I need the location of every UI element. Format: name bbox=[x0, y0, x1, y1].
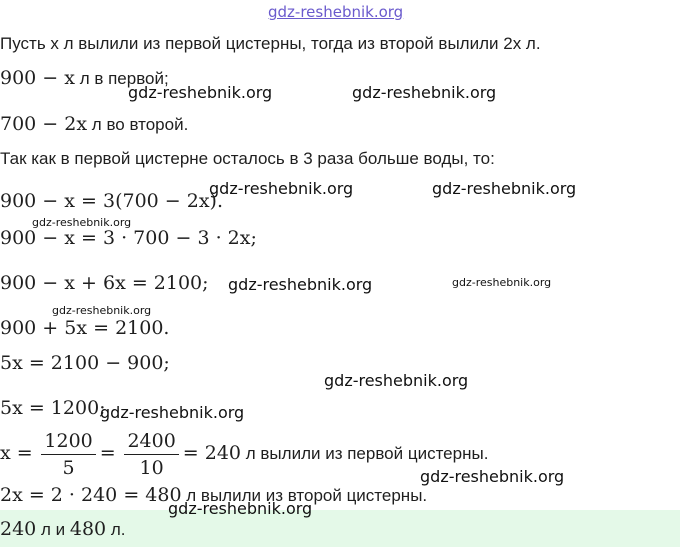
equation-3: 900 − x + 6x = 2100; bbox=[0, 272, 209, 294]
watermark: gdz-reshebnik.org bbox=[432, 179, 577, 198]
equation-8 bbox=[0, 484, 427, 506]
answer-value-1: 240 bbox=[0, 518, 37, 540]
watermark: gdz-reshebnik.org bbox=[209, 179, 354, 198]
watermark-top[interactable]: gdz-reshebnik.org bbox=[268, 3, 404, 21]
equation-7-text: л вылили из первой цистерны. bbox=[241, 443, 489, 463]
watermark: gdz-reshebnik.org bbox=[324, 371, 469, 390]
answer-value-2: 480 bbox=[69, 518, 107, 540]
fraction-1200-over-5 bbox=[41, 430, 95, 479]
equation-6: 5x = 1200; bbox=[0, 397, 106, 419]
first-tank-line bbox=[0, 67, 169, 89]
watermark: gdz-reshebnik.org bbox=[52, 304, 152, 317]
intro-text: Пусть x л вылили из первой цистерны, тогда из второй вылили 2x л. bbox=[0, 34, 541, 53]
first-tank-text: л в первой; bbox=[74, 69, 169, 88]
fraction-numerator: 2400 bbox=[124, 430, 178, 455]
intro-line bbox=[0, 34, 541, 54]
watermark: gdz-reshebnik.org bbox=[168, 499, 313, 518]
equation-5: 5x = 2100 − 900; bbox=[0, 352, 170, 374]
watermark: gdz-reshebnik.org bbox=[32, 216, 132, 229]
watermark: gdz-reshebnik.org bbox=[128, 83, 273, 102]
watermark: gdz-reshebnik.org bbox=[420, 467, 565, 486]
watermark: gdz-reshebnik.org bbox=[452, 276, 552, 289]
second-tank-line bbox=[0, 113, 188, 135]
first-tank-expression: 900 − x bbox=[0, 67, 75, 89]
equation-7-left: x = bbox=[0, 441, 33, 464]
answer-line bbox=[0, 518, 126, 540]
watermark: gdz-reshebnik.org bbox=[100, 403, 245, 422]
fraction-denominator: 10 bbox=[139, 457, 164, 479]
condition-text: Так как в первой цистерне осталось в 3 раза больше воды, то: bbox=[0, 149, 495, 168]
watermark: gdz-reshebnik.org bbox=[352, 83, 497, 102]
equation-4: 900 + 5x = 2100. bbox=[0, 317, 170, 339]
equation-2: 900 − x = 3 · 700 − 3 · 2x; bbox=[0, 227, 257, 249]
equation-7 bbox=[0, 430, 488, 479]
fraction-denominator: 5 bbox=[62, 457, 75, 479]
fraction-numerator: 1200 bbox=[41, 430, 95, 455]
equation-8-expression: 2x = 2 · 240 = 480 bbox=[0, 484, 182, 506]
answer-text-mid: л и bbox=[36, 520, 70, 539]
second-tank-expression: 700 − 2x bbox=[0, 113, 88, 135]
equation-8-text: л вылили из второй цистерны. bbox=[181, 486, 428, 505]
condition-line bbox=[0, 149, 495, 169]
equation-1: 900 − x = 3(700 − 2x). bbox=[0, 190, 223, 212]
fraction-2400-over-10 bbox=[124, 430, 178, 479]
equation-7-right: = 240 bbox=[182, 441, 242, 464]
answer-text-end: л. bbox=[106, 520, 126, 539]
second-tank-text: л во второй. bbox=[87, 115, 189, 134]
equals-sign: = bbox=[99, 441, 116, 464]
watermark: gdz-reshebnik.org bbox=[228, 275, 373, 294]
